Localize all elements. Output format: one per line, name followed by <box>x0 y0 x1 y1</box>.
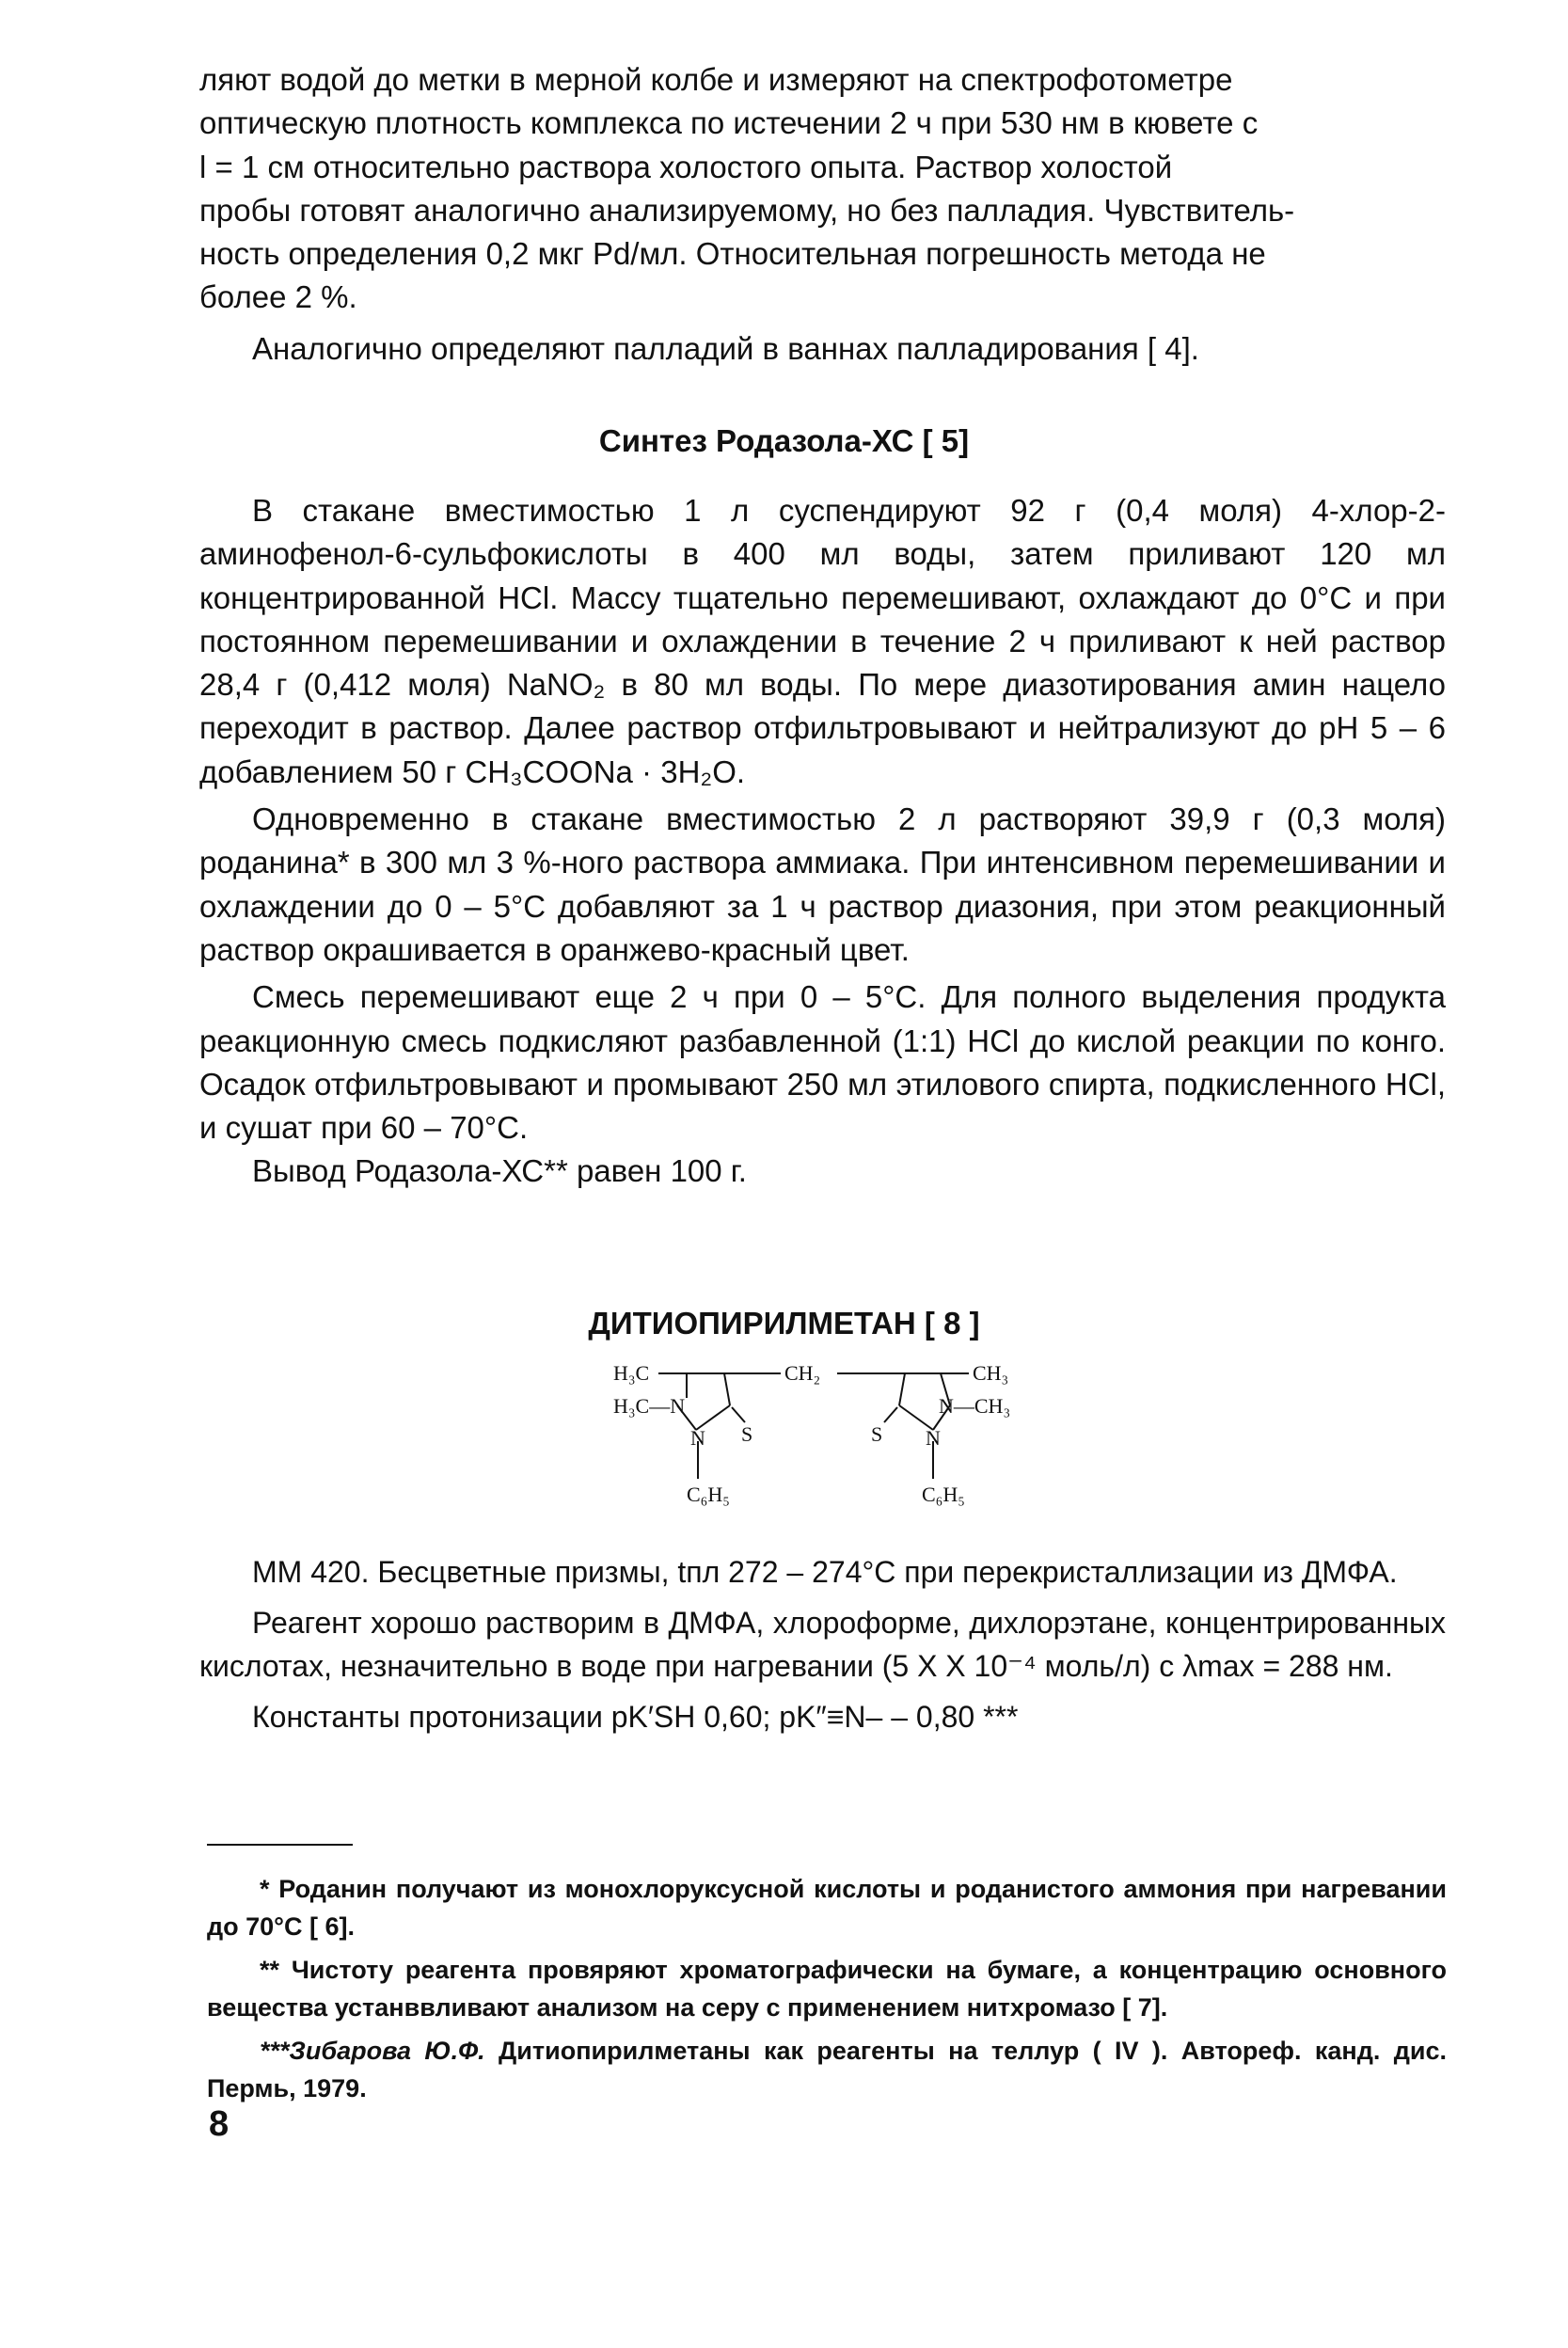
formula-h3c-top: H₃C <box>613 1361 650 1385</box>
synthesis-paragraph-2: Одновременно в стакане вместимостью 2 л растворяют 39,9 г (0,3 моля) роданина* в 300 мл 3 %-ного раствора аммиака. При интенсивном перемешивании и охлаждении до 0 – 5°С добавляют за 1 ч раствор диазония, при этом реакционный раствор окрашивается в оранжево-красный цвет. <box>199 801 1446 967</box>
text-line: оптическую плотность комплекса по истечении 2 ч при 530 нм в кювете с <box>199 105 1259 141</box>
footnote-3-text: Дитиопирилметаны как реагенты на теллур ( IV ). Автореф. канд. дис. Пермь, 1979. <box>207 2037 1447 2102</box>
text-line: более 2 %. <box>199 279 357 315</box>
formula-c6h5-left: C₆H₅ <box>687 1483 730 1506</box>
text-line: пробы готовят аналогично анализируемому, но без палладия. Чувствитель- <box>199 192 1295 228</box>
formula-n-ch3: N—CH₃ <box>939 1394 1011 1418</box>
structural-formula <box>593 1355 1035 1524</box>
page-number: 8 <box>209 2104 230 2144</box>
footnote-3 <box>207 2032 1447 2107</box>
synthesis-paragraph-1: В стакане вместимостью 1 л суспендируют 92 г (0,4 моля) 4-хлор-2-аминофенол-6-сульфокислоты в 400 мл воды, затем приливают 120 мл концентрированной HCl. Массу тщательно перемешивают, охлаждают до 0°С и при постоянном перемешивании и охлаждении в течение 2 ч приливают к ней раствор 28,4 г (0,412 моля) NaNO₂ в 80 мл воды. По мере диазотирования амин нацело переходит в раствор. Далее раствор отфильтровывают и нейтрализуют до pH 5 – 6 добавлением 50 г CH₃COONa · 3H₂O. <box>199 493 1446 789</box>
synthesis-heading: Синтез Родазола-ХС [ 5] <box>598 423 970 458</box>
footnote-2: ** Чистоту реагента провяряют хроматографически на бумаге, а концентрацию основного вещества устанввливают анализом на серу с применением нитхромазо [ 7]. <box>207 1956 1447 2022</box>
formula-s-right: S <box>871 1422 883 1446</box>
top-paragraph <box>199 58 1446 371</box>
formula-h3c-n: H₃C—N <box>613 1394 686 1418</box>
synthesis-text <box>199 489 1446 1194</box>
formula-ch3-top: CH₃ <box>973 1361 1009 1385</box>
footnote-1: * Роданин получают из монохлоруксусной кислоты и роданистого аммония при нагревании до 70°С [ 6]. <box>207 1875 1447 1941</box>
synthesis-paragraph-3: Смесь перемешивают еще 2 ч при 0 – 5°С. Для полного выделения продукта реакционную смесь подкисляют разбавленной (1:1) HCl до кислой реакции по конго. Осадок отфильтровывают и промывают 250 мл этилового спирта, подкисленного HCl, и сушат при 60 – 70°С. <box>199 979 1446 1146</box>
text-line: ность определения 0,2 мкг Pd/мл. Относительная погрешность метода не <box>199 236 1266 272</box>
text-line: ляют водой до метки в мерной колбе и измеряют на спектрофотометре <box>199 62 1233 97</box>
formula-s-left: S <box>741 1422 753 1446</box>
formula-ch2: CH₂ <box>784 1361 821 1385</box>
formula-c6h5-right: C₆H₅ <box>922 1483 965 1506</box>
solubility-paragraph: Реагент хорошо растворим в ДМФА, хлороформе, дихлорэтане, концентрированных кислотах, незначительно в воде при нагревании (5 X X 10⁻⁴ моль/л) с λmax = 288 нм. <box>199 1606 1446 1683</box>
dithiopyrilmethane-heading: ДИТИОПИРИЛМЕТАН [ 8 ] <box>588 1306 980 1341</box>
footnotes <box>207 1870 1447 2107</box>
synthesis-yield: Вывод Родазола-ХС** равен 100 г. <box>252 1153 747 1189</box>
formula-n-left: N <box>690 1426 705 1450</box>
dithiopyrilmethane-text <box>199 1550 1446 1738</box>
text-line: l = 1 см относительно раствора холостого опыта. Раствор холостой <box>199 149 1173 184</box>
footnote-divider <box>207 1844 353 1846</box>
protonation-constants: Константы протонизации pK′SH 0,60; pK″≡N– – 0,80 *** <box>252 1700 1019 1734</box>
palladium-note: Аналогично определяют палладий в ваннах палладирования [ 4]. <box>252 330 1199 366</box>
formula-n-right: N <box>926 1426 941 1450</box>
molar-mass-paragraph: ММ 420. Бесцветные призмы, tпл 272 – 274°С при перекристаллизации из ДМФА. <box>252 1555 1398 1589</box>
footnote-3-author: ***Зибарова Ю.Ф. <box>260 2037 485 2065</box>
